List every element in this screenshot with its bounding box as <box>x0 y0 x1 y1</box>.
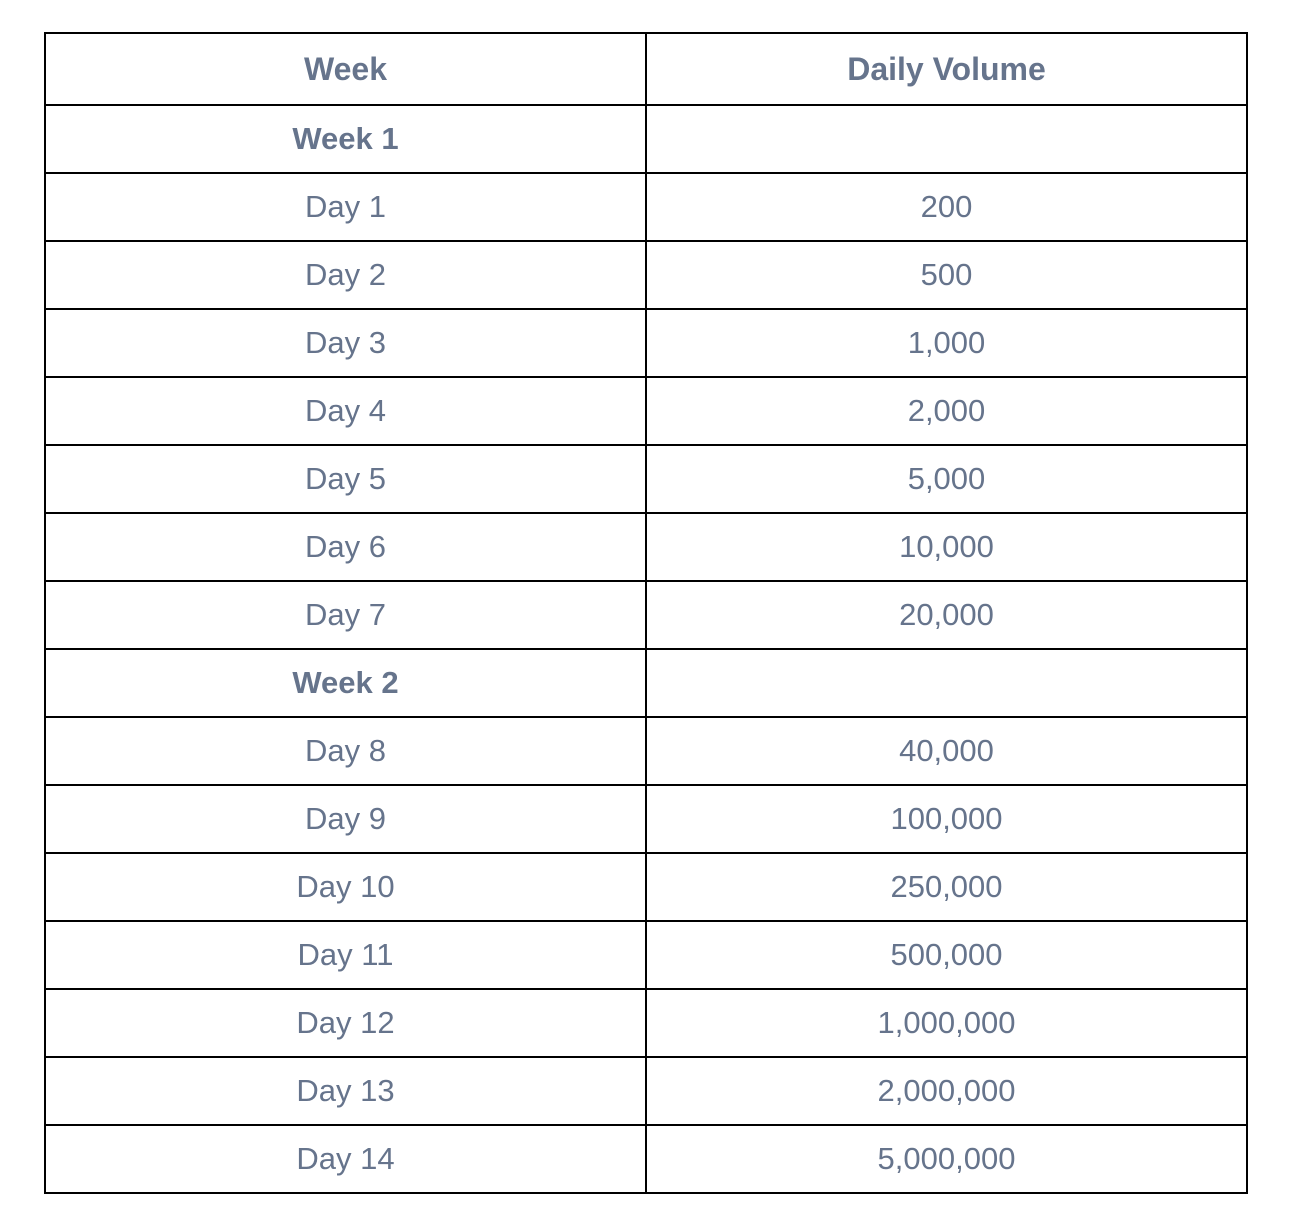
volume-cell: 100,000 <box>646 785 1247 853</box>
volume-cell: 1,000,000 <box>646 989 1247 1057</box>
table-row <box>45 1057 1247 1125</box>
table-row <box>45 649 1247 717</box>
day-cell: Day 8 <box>45 717 646 785</box>
week-cell: Week 2 <box>45 649 646 717</box>
volume-cell: 500 <box>646 241 1247 309</box>
table-body <box>45 105 1247 1193</box>
day-cell: Day 7 <box>45 581 646 649</box>
volume-cell: 2,000,000 <box>646 1057 1247 1125</box>
header-week: Week <box>45 33 646 105</box>
volume-cell: 2,000 <box>646 377 1247 445</box>
table-row <box>45 1125 1247 1193</box>
day-cell: Day 5 <box>45 445 646 513</box>
day-cell: Day 14 <box>45 1125 646 1193</box>
table-row <box>45 853 1247 921</box>
table-row <box>45 445 1247 513</box>
day-cell: Day 11 <box>45 921 646 989</box>
day-cell: Day 13 <box>45 1057 646 1125</box>
day-cell: Day 10 <box>45 853 646 921</box>
day-cell: Day 2 <box>45 241 646 309</box>
volume-cell <box>646 105 1247 173</box>
day-cell: Day 3 <box>45 309 646 377</box>
table-row <box>45 989 1247 1057</box>
header-daily-volume: Daily Volume <box>646 33 1247 105</box>
volume-cell: 10,000 <box>646 513 1247 581</box>
day-cell: Day 4 <box>45 377 646 445</box>
volume-cell <box>646 649 1247 717</box>
table-row <box>45 241 1247 309</box>
volume-cell: 20,000 <box>646 581 1247 649</box>
volume-cell: 250,000 <box>646 853 1247 921</box>
volume-cell: 500,000 <box>646 921 1247 989</box>
table-row <box>45 377 1247 445</box>
table-container <box>44 32 1246 1194</box>
table-header <box>45 33 1247 105</box>
volume-cell: 40,000 <box>646 717 1247 785</box>
day-cell: Day 12 <box>45 989 646 1057</box>
header-row <box>45 33 1247 105</box>
table-row <box>45 921 1247 989</box>
day-cell: Day 9 <box>45 785 646 853</box>
day-cell: Day 1 <box>45 173 646 241</box>
table-row <box>45 105 1247 173</box>
table-row <box>45 513 1247 581</box>
table-row <box>45 581 1247 649</box>
table-row <box>45 309 1247 377</box>
table-row <box>45 173 1247 241</box>
day-cell: Day 6 <box>45 513 646 581</box>
volume-cell: 200 <box>646 173 1247 241</box>
week-cell: Week 1 <box>45 105 646 173</box>
table-row <box>45 717 1247 785</box>
volume-cell: 1,000 <box>646 309 1247 377</box>
daily-volume-table <box>44 32 1248 1194</box>
volume-cell: 5,000 <box>646 445 1247 513</box>
table-row <box>45 785 1247 853</box>
volume-cell: 5,000,000 <box>646 1125 1247 1193</box>
